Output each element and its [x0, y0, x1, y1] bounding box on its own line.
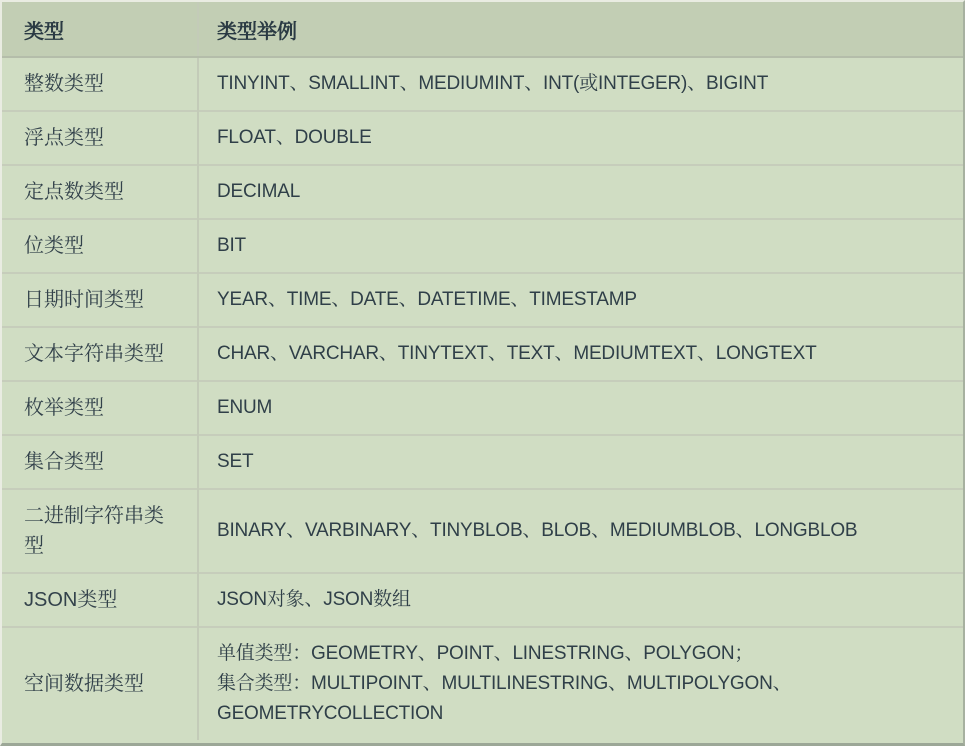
example-line: YEAR、TIME、DATE、DATETIME、TIMESTAMP: [217, 289, 637, 310]
type-cell: 二进制字符串类型: [2, 489, 198, 573]
table-row: [2, 327, 963, 381]
examples-cell: [198, 273, 963, 327]
column-header-examples: 类型举例: [198, 2, 963, 57]
examples-cell: [198, 57, 963, 111]
table-row: [2, 57, 963, 111]
type-cell: 定点数类型: [2, 165, 198, 219]
type-cell: JSON类型: [2, 573, 198, 627]
examples-cell: [198, 435, 963, 489]
examples-cell: [198, 219, 963, 273]
examples-cell: [198, 327, 963, 381]
column-header-type: 类型: [2, 2, 198, 57]
table-row: [2, 489, 963, 573]
type-cell: 集合类型: [2, 435, 198, 489]
example-line: FLOAT、DOUBLE: [217, 127, 372, 148]
table-row: [2, 165, 963, 219]
type-cell: 文本字符串类型: [2, 327, 198, 381]
examples-cell: [198, 573, 963, 627]
table-row: [2, 219, 963, 273]
example-line: CHAR、VARCHAR、TINYTEXT、TEXT、MEDIUMTEXT、LONGTEXT: [217, 343, 817, 364]
type-cell: 位类型: [2, 219, 198, 273]
examples-cell: [198, 111, 963, 165]
example-line: BINARY、VARBINARY、TINYBLOB、BLOB、MEDIUMBLOB、LONGBLOB: [217, 520, 858, 541]
data-types-table-grid: [2, 2, 963, 740]
example-line: 集合类型：MULTIPOINT、MULTILINESTRING、MULTIPOLYGON、GEOMETRYCOLLECTION: [217, 673, 792, 724]
example-line: 单值类型：GEOMETRY、POINT、LINESTRING、POLYGON；: [217, 643, 754, 664]
examples-cell: [198, 627, 963, 740]
table-header-row: [2, 2, 963, 57]
table-row: [2, 627, 963, 740]
examples-cell: [198, 381, 963, 435]
table-row: [2, 111, 963, 165]
example-line: TINYINT、SMALLINT、MEDIUMINT、INT(或INTEGER)、BIGINT: [217, 73, 769, 94]
table-row: [2, 273, 963, 327]
example-line: JSON对象、JSON数组: [217, 589, 411, 610]
type-cell: 空间数据类型: [2, 627, 198, 740]
type-cell: 整数类型: [2, 57, 198, 111]
example-line: ENUM: [217, 397, 273, 418]
examples-cell: [198, 489, 963, 573]
example-line: BIT: [217, 235, 246, 256]
table-row: [2, 573, 963, 627]
example-line: DECIMAL: [217, 181, 301, 202]
table-body: [2, 57, 963, 740]
table-row: [2, 381, 963, 435]
example-line: SET: [217, 451, 254, 472]
type-cell: 浮点类型: [2, 111, 198, 165]
table-row: [2, 435, 963, 489]
examples-cell: [198, 165, 963, 219]
type-cell: 枚举类型: [2, 381, 198, 435]
type-cell: 日期时间类型: [2, 273, 198, 327]
